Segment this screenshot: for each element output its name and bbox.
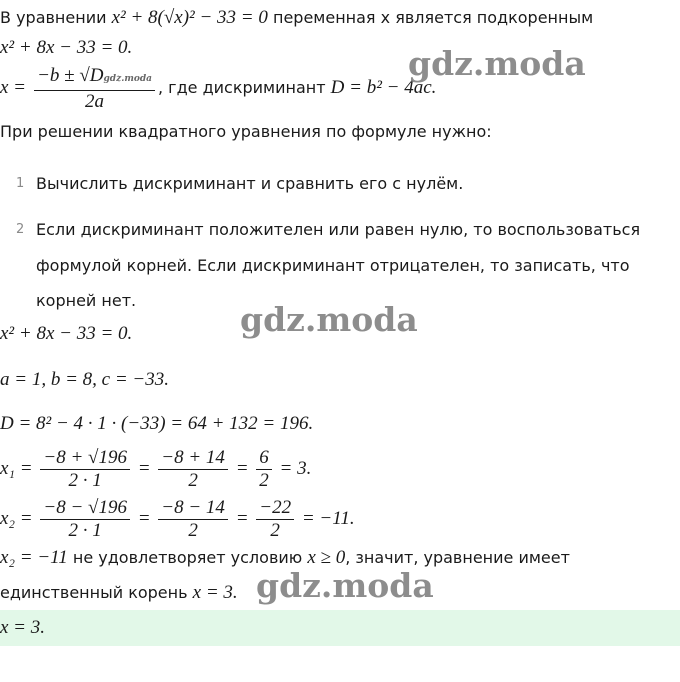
step-2-line3: корней нет. bbox=[36, 291, 137, 310]
x2-result: = −11. bbox=[301, 508, 355, 529]
conclusion-x2: x₂ = −11 bbox=[0, 547, 68, 568]
watermark-2: gdz.moda bbox=[240, 300, 418, 339]
formula-text: , где дискриминант bbox=[158, 78, 326, 97]
conclusion-text2: , значит, уравнение имеет bbox=[345, 548, 570, 567]
solve-heading: При решении квадратного уравнения по формуле нужно: bbox=[0, 122, 492, 141]
formula-disc: D = b² − 4ac. bbox=[330, 77, 437, 98]
formula-lhs: x = bbox=[0, 77, 27, 98]
formula-fraction bbox=[34, 65, 155, 113]
conclusion-line1 bbox=[0, 548, 570, 568]
x1-frac3: $\frac{6}{2}$ bbox=[256, 447, 272, 492]
x2-frac3: $\frac{-22}{2}$ bbox=[256, 497, 294, 542]
watermark-1: gdz.moda bbox=[408, 44, 586, 83]
x2-frac1: $\frac{-8 - √196}{2 \cdot 1}$ bbox=[40, 497, 130, 542]
intro-equation: x² + 8(√x)² − 33 = 0 bbox=[111, 7, 268, 28]
conclusion-cond: x ≥ 0 bbox=[307, 547, 346, 568]
x2-lhs: x₂ = bbox=[0, 508, 33, 529]
watermark-3: gdz.moda bbox=[256, 566, 434, 605]
formula-numerator: −b ± √Dgdz.moda bbox=[34, 65, 155, 91]
x2-frac2: $\frac{-8 - 14}{2}$ bbox=[158, 497, 228, 542]
conclusion-line2 bbox=[0, 583, 238, 603]
watermark-small: gdz.moda bbox=[103, 73, 152, 84]
x1-frac2: $\frac{-8 + 14}{2}$ bbox=[158, 447, 228, 492]
answer-box bbox=[0, 610, 680, 646]
x1-frac1: $\frac{-8 + √196}{2 \cdot 1}$ bbox=[40, 447, 130, 492]
intro-eq2: x² + 8x − 33 = 0. bbox=[0, 37, 133, 58]
intro-suffix: переменная x является подкоренным bbox=[272, 8, 594, 27]
formula-denominator: 2a bbox=[85, 90, 105, 112]
x1-lhs: x₁ = bbox=[0, 458, 33, 479]
conclusion-root: x = 3. bbox=[192, 582, 238, 603]
x2-line: x₂ = $\frac{-8 - √196}{2 \cdot 1}$ = $\frac{-8 - 14}{2}$ = $\frac{-22}{2}$ = −11. bbox=[0, 497, 355, 542]
answer-text: x = 3. bbox=[0, 617, 46, 638]
conclusion-text1: не удовлетворяет условию bbox=[72, 548, 303, 567]
step-1-number: 1 bbox=[16, 176, 25, 191]
step-2-line1: Если дискриминант положителен или равен нулю, то воспользоваться bbox=[36, 220, 641, 239]
conclusion-text3: единственный корень bbox=[0, 583, 188, 602]
step-2-line2: формулой корней. Если дискриминант отрицателен, то записать, что bbox=[36, 256, 630, 275]
formula-line bbox=[0, 64, 436, 113]
step-1-text: Вычислить дискриминант и сравнить его с нулём. bbox=[36, 174, 464, 193]
x1-line: x₁ = $\frac{-8 + √196}{2 \cdot 1}$ = $\frac{-8 + 14}{2}$ = $\frac{6}{2}$ = 3. bbox=[0, 447, 312, 492]
intro-prefix: В уравнении bbox=[0, 8, 107, 27]
x1-result: = 3. bbox=[279, 458, 312, 479]
solution-coeffs: a = 1, b = 8, c = −33. bbox=[0, 369, 169, 390]
solution-eq: x² + 8x − 33 = 0. bbox=[0, 323, 133, 344]
solution-discriminant: D = 8² − 4 · 1 · (−33) = 64 + 132 = 196. bbox=[0, 413, 314, 434]
intro-line bbox=[0, 8, 593, 28]
step-2-number: 2 bbox=[16, 222, 25, 237]
